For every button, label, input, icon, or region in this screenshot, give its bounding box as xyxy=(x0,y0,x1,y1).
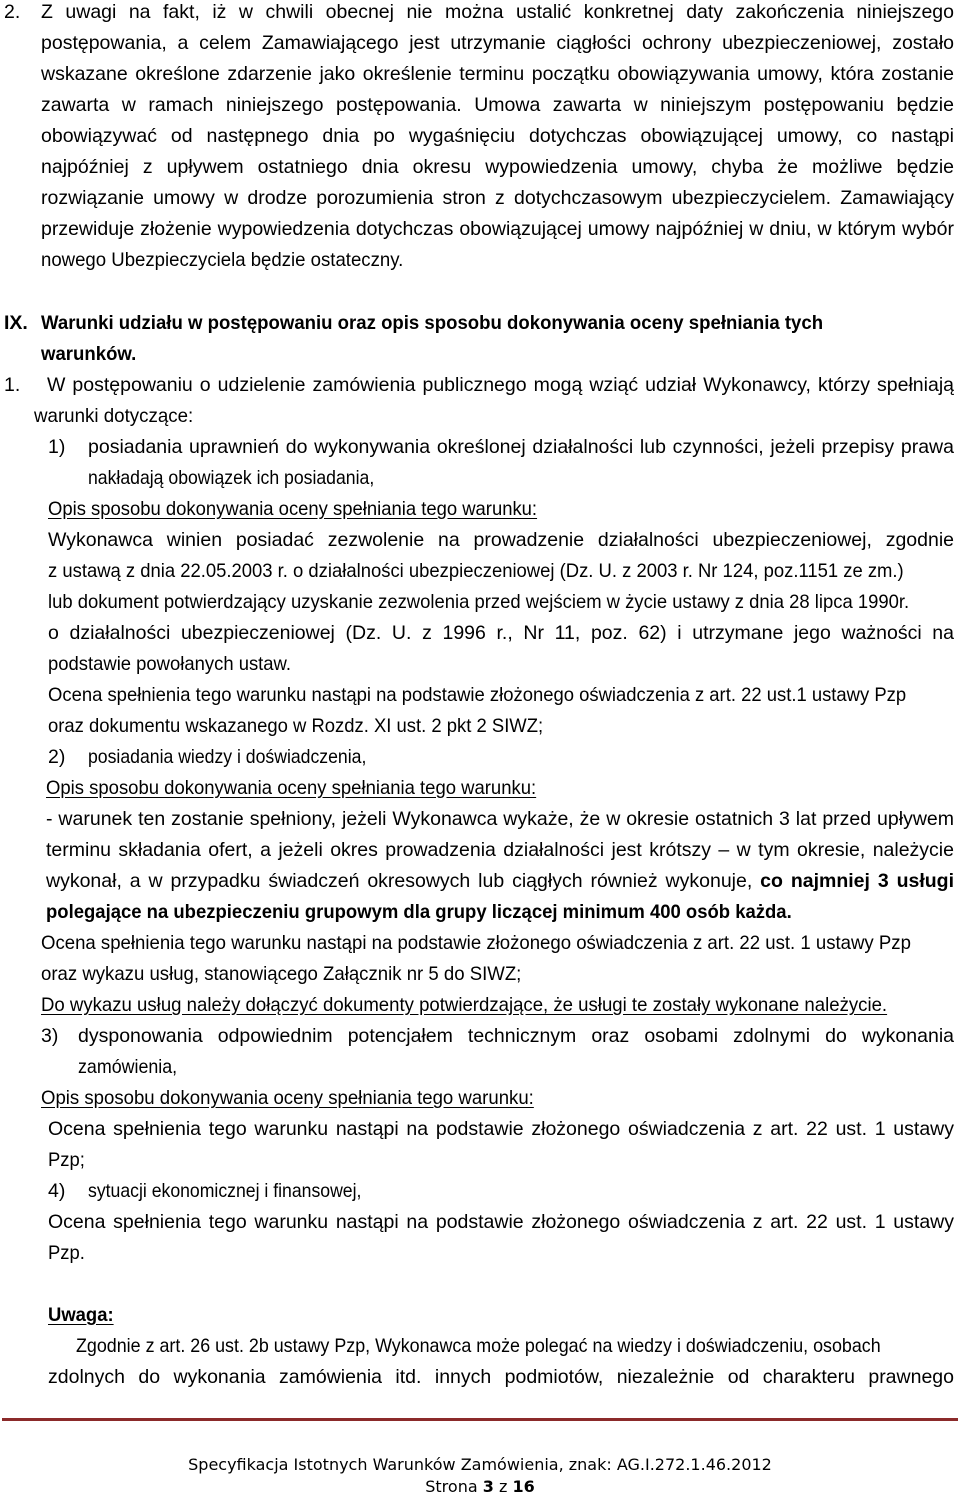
footer-page-number xyxy=(0,1477,960,1497)
para-2-line-8: przewiduje złożenie wypowiedzenia dotychczas obowiązującej umowy najpóźniej w dniu, w którym wybór xyxy=(41,218,954,240)
condition-3-ocena-1: Ocena spełnienia tego warunku nastąpi na podstawie złożonego oświadczenia z art. 22 ust. 1 ustawy xyxy=(48,1118,954,1140)
condition-4-line-1: sytuacji ekonomicznej i finansowej, xyxy=(88,1180,362,1202)
total-pages: 16 xyxy=(512,1477,535,1496)
condition-3-line-1: dysponowania odpowiednim potencjałem technicznym oraz osobami zdolnymi do wykonania xyxy=(78,1025,954,1047)
condition-2-number: 2) xyxy=(48,746,66,768)
condition-2-line-1: posiadania wiedzy i doświadczenia, xyxy=(88,746,367,768)
item-1-line-1: W postępowaniu o udzielenie zamówienia publicznego mogą wziąć udział Wykonawcy, którzy spełniają xyxy=(47,374,954,396)
condition-2-body-4: polegające na ubezpieczeniu grupowym dla grupy liczącej minimum 400 osób każda. xyxy=(46,901,792,923)
para-2-line-2: postępowania, a celem Zamawiającego jest utrzymanie ciągłości ochrony ubezpieczeniowej, zostało xyxy=(41,32,954,54)
condition-1-ocena-2: oraz dokumentu wskazanego w Rozdz. XI ust. 2 pkt 2 SIWZ; xyxy=(48,715,544,737)
condition-1-number: 1) xyxy=(48,436,66,458)
condition-2-body-2: terminu składania ofert, a jeżeli okres prowadzenia działalności jest krótszy – w tym okresie, należycie xyxy=(46,839,954,861)
condition-4-ocena-1: Ocena spełnienia tego warunku nastąpi na podstawie złożonego oświadczenia z art. 22 ust. 1 ustawy xyxy=(48,1211,954,1233)
condition-1-body-1: Wykonawca winien posiadać zezwolenie na prowadzenie działalności ubezpieczeniowej, zgodnie xyxy=(48,529,954,551)
footer-spec-title: Specyfikacja Istotnych Warunków Zamówienia, znak: AG.I.272.1.46.2012 xyxy=(188,1455,772,1474)
para-2-line-5: obowiązywać od następnego dnia po wygaśnięciu dotychczas obowiązującej umowy, co nastąpi xyxy=(41,125,954,147)
condition-4-ocena-2: Pzp. xyxy=(48,1242,85,1264)
condition-1-body-2: z ustawą z dnia 22.05.2003 r. o działalności ubezpieczeniowej (Dz. U. z 2003 r. Nr 124, poz.1151 ze zm.) xyxy=(48,560,904,582)
para-2-line-9: nowego Ubezpieczyciela będzie ostateczny. xyxy=(41,249,404,271)
item-1-line-2: warunki dotyczące: xyxy=(34,405,194,427)
condition-3-ocena-2: Pzp; xyxy=(48,1149,85,1171)
condition-4-number: 4) xyxy=(48,1180,66,1202)
page-of-label: z xyxy=(498,1477,508,1496)
condition-3-line-2: zamówienia, xyxy=(78,1056,178,1078)
condition-1-ocena-1: Ocena spełnienia tego warunku nastąpi na podstawie złożonego oświadczenia z art. 22 ust.1 ustawy Pzp xyxy=(48,684,907,706)
condition-2-body-3: wykonał, a w przypadku świadczeń okresowych lub ciągłych również wykonuje, co najmniej 3 usługi xyxy=(46,870,954,892)
condition-1-body-5: podstawie powołanych ustaw. xyxy=(48,653,291,675)
condition-1-line-2: nakładają obowiązek ich posiadania, xyxy=(88,467,375,489)
condition-2-body-1: - warunek ten zostanie spełniony, jeżeli Wykonawca wykaże, że w okresie ostatnich 3 lat przed upływem xyxy=(46,808,954,830)
condition-3-opis-label: Opis sposobu dokonywania oceny spełniania tego warunku: xyxy=(41,1087,534,1109)
para-2-line-4: zawarta w ramach niniejszego postępowania. Umowa zawarta w niniejszym postępowaniu będzie xyxy=(41,94,954,116)
section-title-line-2: warunków. xyxy=(41,343,137,365)
condition-2-ocena-1: Ocena spełnienia tego warunku nastąpi na podstawie złożonego oświadczenia z art. 22 ust. 1 ustawy Pzp xyxy=(41,932,911,954)
condition-2-opis-label: Opis sposobu dokonywania oceny spełniania tego warunku: xyxy=(46,777,537,799)
uwaga-label: Uwaga: xyxy=(48,1304,114,1326)
condition-1-line-1: posiadania uprawnień do wykonywania określonej działalności lub czynności, jeżeli przepisy prawa xyxy=(88,436,954,458)
para-2-number: 2. xyxy=(4,1,21,23)
section-number: IX. xyxy=(4,312,28,334)
current-page: 3 xyxy=(482,1477,494,1496)
condition-3-number: 3) xyxy=(41,1025,59,1047)
footer-rule xyxy=(2,1418,958,1421)
condition-1-body-3: lub dokument potwierdzający uzyskanie zezwolenia przed wejściem w życie ustawy z dnia 28 lipca 1990r. xyxy=(48,591,910,613)
uwaga-line-2: zdolnych do wykonania zamówienia itd. innych podmiotów, niezależnie od charakteru prawnego xyxy=(48,1366,954,1388)
condition-2-ocena-2: oraz wykazu usług, stanowiącego Załącznik nr 5 do SIWZ; xyxy=(41,963,522,985)
section-title-line-1: Warunki udziału w postępowaniu oraz opis sposobu dokonywania oceny spełniania tych xyxy=(41,312,824,334)
page-label: Strona xyxy=(425,1477,478,1496)
uwaga-line-1: Zgodnie z art. 26 ust. 2b ustawy Pzp, Wykonawca może polegać na wiedzy i doświadczeniu, osobach xyxy=(76,1335,881,1357)
condition-1-body-4: o działalności ubezpieczeniowej (Dz. U. z 1996 r., Nr 11, poz. 62) i utrzymane jego ważności na xyxy=(48,622,954,644)
para-2-line-6: najpóźniej z upływem ostatniego dnia okresu wypowiedzenia umowy, chyba że możliwe będzie xyxy=(41,156,954,178)
para-2-line-1: Z uwagi na fakt, iż w chwili obecnej nie można ustalić konkretnej daty zakończenia niniejszego xyxy=(41,1,954,23)
item-1-number: 1. xyxy=(4,374,21,396)
para-2-line-3: wskazane określone zdarzenie jako określenie terminu początku obowiązywania umowy, która zostanie xyxy=(41,63,954,85)
condition-1-opis-label: Opis sposobu dokonywania oceny spełniania tego warunku: xyxy=(48,498,538,520)
condition-2-wykaz-note: Do wykazu usług należy dołączyć dokumenty potwierdzające, że usługi te zostały wykonane należycie. xyxy=(41,994,888,1016)
para-2-line-7: rozwiązanie umowy w drodze porozumienia stron z dotychczasowym ubezpieczycielem. Zamawiający xyxy=(41,187,954,209)
